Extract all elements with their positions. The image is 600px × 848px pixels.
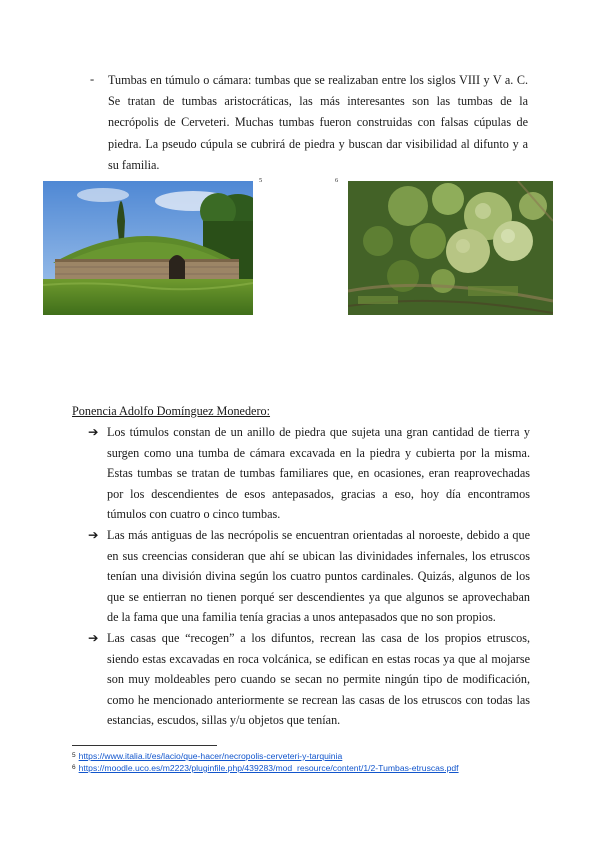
- arrow-bullet-icon: ➔: [88, 629, 99, 645]
- footnote-link[interactable]: https://moodle.uco.es/m2223/pluginfile.php/439283/mod_resource/content/1/2-Tumbas-etruscas.pdf: [78, 763, 459, 773]
- footnotes: [72, 750, 542, 774]
- list-item: [88, 422, 530, 525]
- list-item: [88, 525, 530, 628]
- footnote-5: [72, 750, 542, 762]
- aerial-necropolis-photo-icon: [348, 181, 553, 315]
- arrow-bullet-icon: ➔: [88, 526, 99, 542]
- footnote-separator: [72, 745, 217, 746]
- list-item-text: Los túmulos constan de un anillo de piedra que sujeta una gran cantidad de tierra y surgen como una tumba de cámara excavada en la piedra y cubierta por la misma. Estas tumbas se tratan de tumbas familiares que, en ocasiones, eran reaprovechadas por los descendientes de esos antepasados, gracias a eso, hoy día encontramos túmulos con cuatro o cinco tumbas.: [107, 425, 530, 522]
- intro-paragraph: Tumbas en túmulo o cámara: tumbas que se realizaban entre los siglos VIII y V a. C. Se tratan de tumbas aristocráticas, las más interesantes son las tumbas de la necrópolis de Cerveteri. Muchas tumbas fueron construidas con falsas cúpulas de piedra. La pseudo cúpula se cubrirá de piedra y buscan dar visibilidad al difunto y a su familia.: [108, 73, 528, 172]
- list-item-text: Las casas que “recogen” a los difuntos, recrean las casa de los propios etruscos, siendo estas excavadas en roca volcánica, se edifican en estas rocas ya que al mojarse son muy moldeables pero cuando se secan no permite ningún tipo de modificación, como he mencionado anteriormente se recrean las casas de los etruscos con todas las estancias, escudos, sillas y/u objetos que tenían.: [107, 630, 530, 728]
- list-dash: -: [90, 72, 95, 86]
- image-footnote-ref-5: 5: [259, 177, 263, 184]
- section-heading: Ponencia Adolfo Domínguez Monedero:: [72, 404, 271, 418]
- tumulus-photo-icon: [43, 181, 253, 315]
- footnote-link[interactable]: https://www.italia.it/es/lacio/que-hacer/necropolis-cerveteri-y-tarquinia: [78, 751, 343, 761]
- footnote-number: 5: [72, 752, 76, 759]
- list-item: [88, 628, 530, 731]
- image-footnote-ref-6: 6: [335, 177, 339, 184]
- footnote-number: 6: [72, 764, 76, 771]
- footnote-6: [72, 762, 542, 774]
- arrow-list: [88, 422, 530, 731]
- arrow-bullet-icon: ➔: [88, 424, 99, 439]
- list-item-text: Las más antiguas de las necrópolis se encuentran orientadas al noroeste, debido a que en sus creencias consideran que ahí se ubican las divinidades infernales, los etruscos tenían una división divina según los cuatro puntos cardinales. Quizás, algunos de los que se entierran no tienen porqué ser descendientes ya que algunos se aprovechaban de la fama que una familia tenía gracias a unos antepasados que no son propios.: [107, 527, 530, 625]
